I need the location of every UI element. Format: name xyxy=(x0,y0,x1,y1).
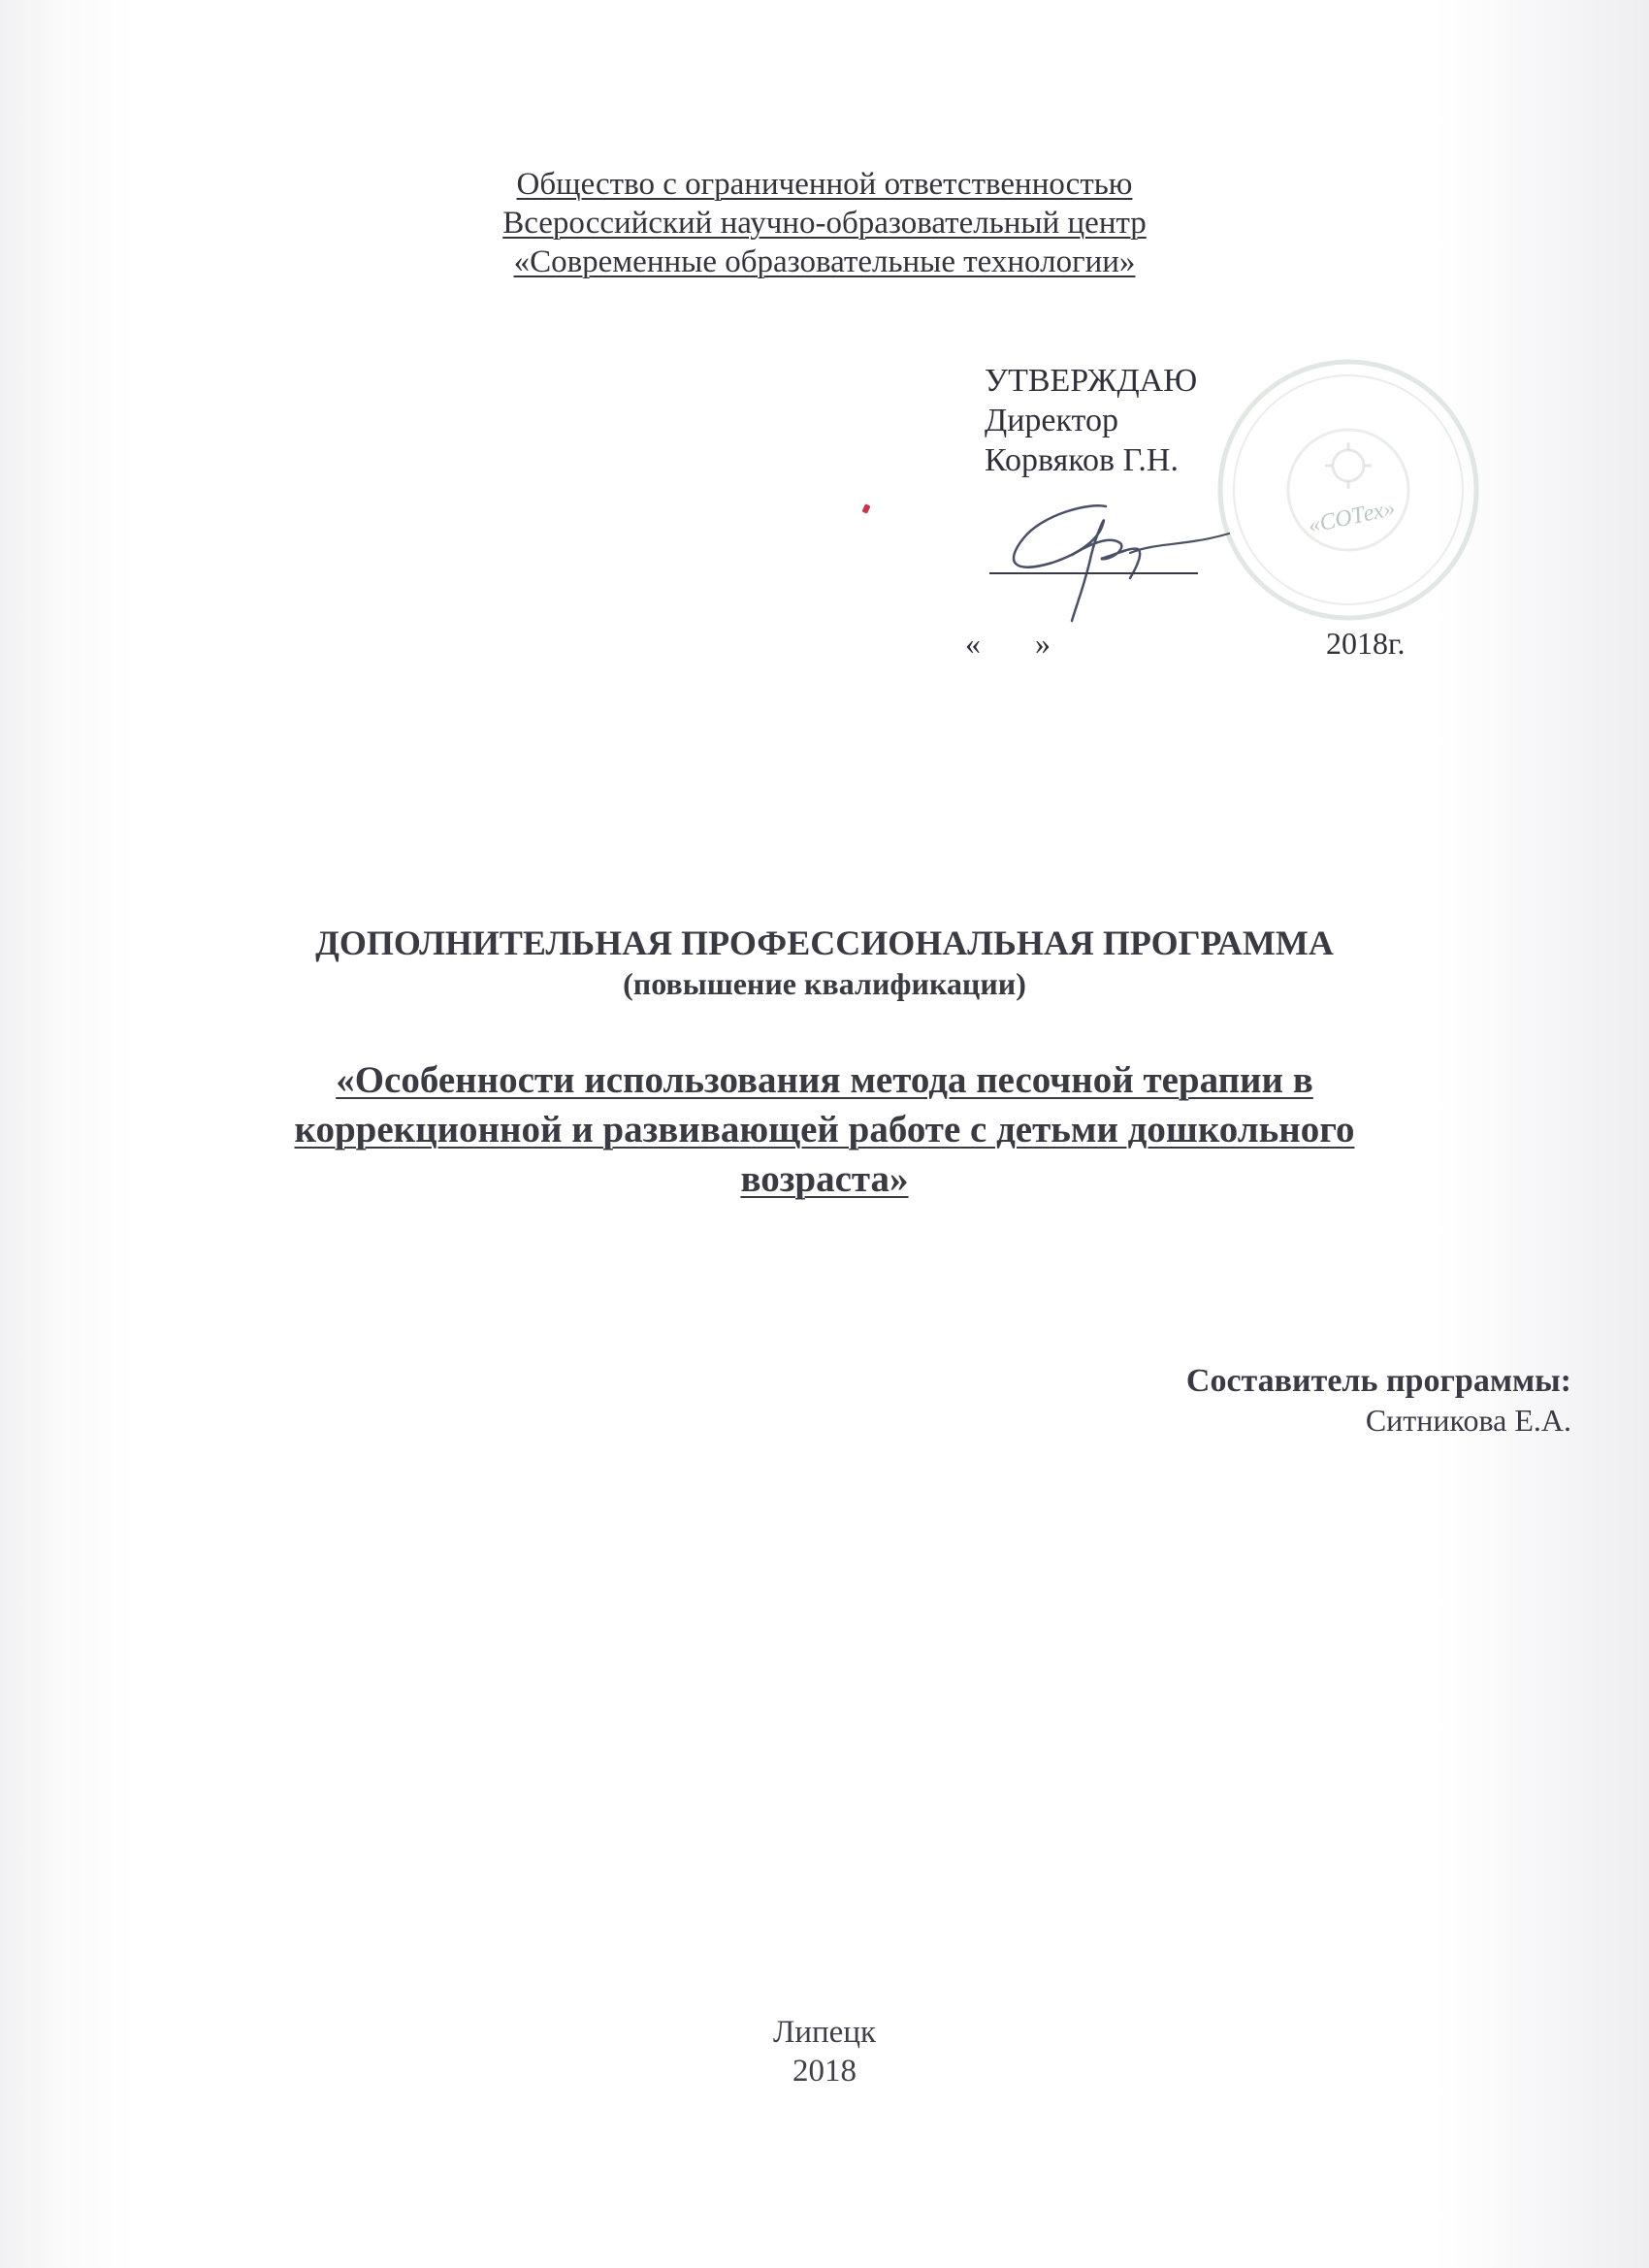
approval-block xyxy=(985,361,1197,480)
ink-mark xyxy=(861,503,870,514)
author-role: Составитель программы: xyxy=(1185,1363,1571,1399)
svg-text:«СОТех»: «СОТех» xyxy=(1306,495,1398,539)
place-and-year xyxy=(0,2013,1649,2090)
org-line-3: «Современные образовательные технологии» xyxy=(513,244,1136,279)
signature-line xyxy=(989,572,1198,574)
author-name: Ситникова Е.А. xyxy=(1365,1403,1571,1438)
program-kind: ДОПОЛНИТЕЛЬНАЯ ПРОФЕССИОНАЛЬНАЯ ПРОГРАММА xyxy=(315,923,1334,962)
org-line-2: Всероссийский научно-образовательный центр xyxy=(502,206,1147,241)
director-signature xyxy=(985,485,1232,631)
author-block xyxy=(892,1362,1571,1440)
title-line-1: «Особенности использования метода песочной терапии в xyxy=(336,1059,1313,1101)
program-heading xyxy=(0,922,1649,1003)
city: Липецк xyxy=(772,2015,877,2050)
program-subtitle: (повышение квалификации) xyxy=(623,966,1026,1001)
title-line-2: коррекционной и развивающей работе с детьми дошкольного xyxy=(294,1109,1355,1150)
title-line-3: возраста» xyxy=(740,1158,909,1200)
organization-header xyxy=(0,165,1649,281)
director-position: Директор xyxy=(985,403,1118,438)
footer-year: 2018 xyxy=(792,2054,857,2089)
org-line-1: Общество с ограниченной ответственностью xyxy=(516,167,1133,202)
date-open-quote: « xyxy=(965,626,981,661)
organization-stamp xyxy=(1208,349,1489,631)
program-title xyxy=(291,1055,1358,1204)
date-close-quote: » xyxy=(1035,626,1051,661)
director-name: Корвяков Г.Н. xyxy=(985,442,1179,478)
approve-label: УТВЕРЖДАЮ xyxy=(985,363,1198,399)
date-year: 2018г. xyxy=(1326,626,1406,661)
